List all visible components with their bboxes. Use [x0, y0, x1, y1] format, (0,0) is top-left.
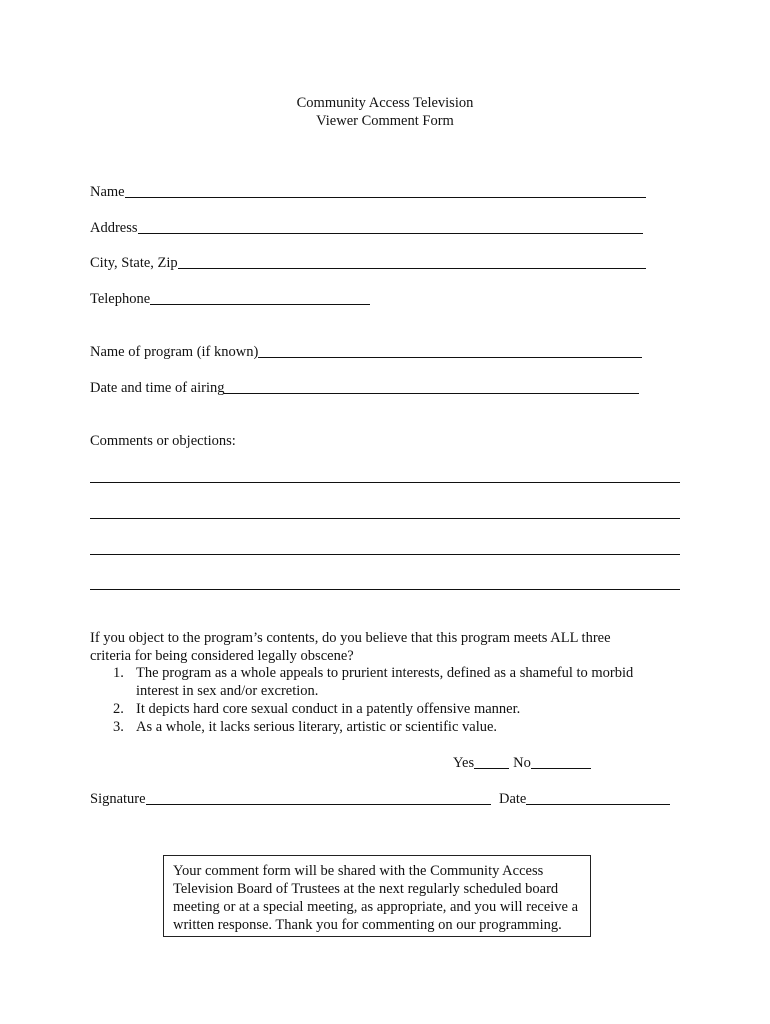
program-name-input-line[interactable] — [258, 357, 642, 358]
date-field[interactable] — [499, 790, 670, 808]
criteria-number: 3. — [113, 719, 124, 735]
comments-label: Comments or objections: — [90, 433, 236, 449]
notice-box — [163, 855, 591, 937]
program-name-label: Name of program (if known) — [90, 344, 259, 360]
address-input-line[interactable] — [138, 233, 643, 234]
no-label: No — [513, 755, 531, 771]
airing-date-time-field[interactable] — [90, 379, 639, 397]
comment-line[interactable] — [90, 554, 680, 555]
criteria-number: 1. — [113, 665, 124, 681]
date-label: Date — [499, 791, 527, 807]
name-label: Name — [90, 184, 125, 200]
criteria-text: As a whole, it lacks serious literary, artistic or scientific value. — [136, 719, 498, 735]
notice-line: Your comment form will be shared with the Community Access — [173, 863, 544, 879]
criteria-text: interest in sex and/or excretion. — [136, 683, 319, 699]
name-input-line[interactable] — [125, 197, 646, 198]
date-input-line[interactable] — [526, 804, 670, 805]
yes-no-answer — [453, 754, 591, 772]
telephone-field[interactable] — [90, 290, 370, 308]
criteria-text: The program as a whole appeals to prurient interests, defined as a shameful to morbid — [136, 665, 634, 681]
airing-date-time-input-line[interactable] — [224, 393, 639, 394]
city-state-zip-field[interactable] — [90, 254, 646, 272]
comment-line[interactable] — [90, 518, 680, 519]
program-name-field[interactable] — [90, 343, 642, 361]
signature-field[interactable] — [90, 790, 491, 808]
notice-line: written response. Thank you for commenting on our programming. — [173, 917, 562, 933]
signature-label: Signature — [90, 791, 146, 807]
obscenity-question-line1: If you object to the program’s contents, do you believe that this program meets ALL three — [90, 630, 611, 646]
comment-line[interactable] — [90, 482, 680, 483]
yes-label: Yes — [453, 755, 475, 771]
notice-line: meeting or at a special meeting, as appropriate, and you will receive a — [173, 899, 579, 915]
form-title-org: Community Access Television — [296, 95, 474, 111]
criteria-text: It depicts hard core sexual conduct in a patently offensive manner. — [136, 701, 521, 717]
no-input-line[interactable] — [531, 768, 591, 769]
yes-input-line[interactable] — [474, 768, 509, 769]
signature-input-line[interactable] — [146, 804, 491, 805]
telephone-input-line[interactable] — [150, 304, 370, 305]
city-state-zip-input-line[interactable] — [178, 268, 646, 269]
form-title: Viewer Comment Form — [316, 113, 454, 129]
criteria-number: 2. — [113, 701, 124, 717]
airing-date-time-label: Date and time of airing — [90, 380, 225, 396]
notice-line: Television Board of Trustees at the next regularly scheduled board — [173, 881, 559, 897]
name-field[interactable] — [90, 183, 646, 201]
address-field[interactable] — [90, 219, 643, 237]
obscenity-question-line2: criteria for being considered legally obscene? — [90, 648, 354, 664]
address-label: Address — [90, 220, 138, 236]
telephone-label: Telephone — [90, 291, 151, 307]
comment-line[interactable] — [90, 589, 680, 590]
city-state-zip-label: City, State, Zip — [90, 255, 178, 271]
